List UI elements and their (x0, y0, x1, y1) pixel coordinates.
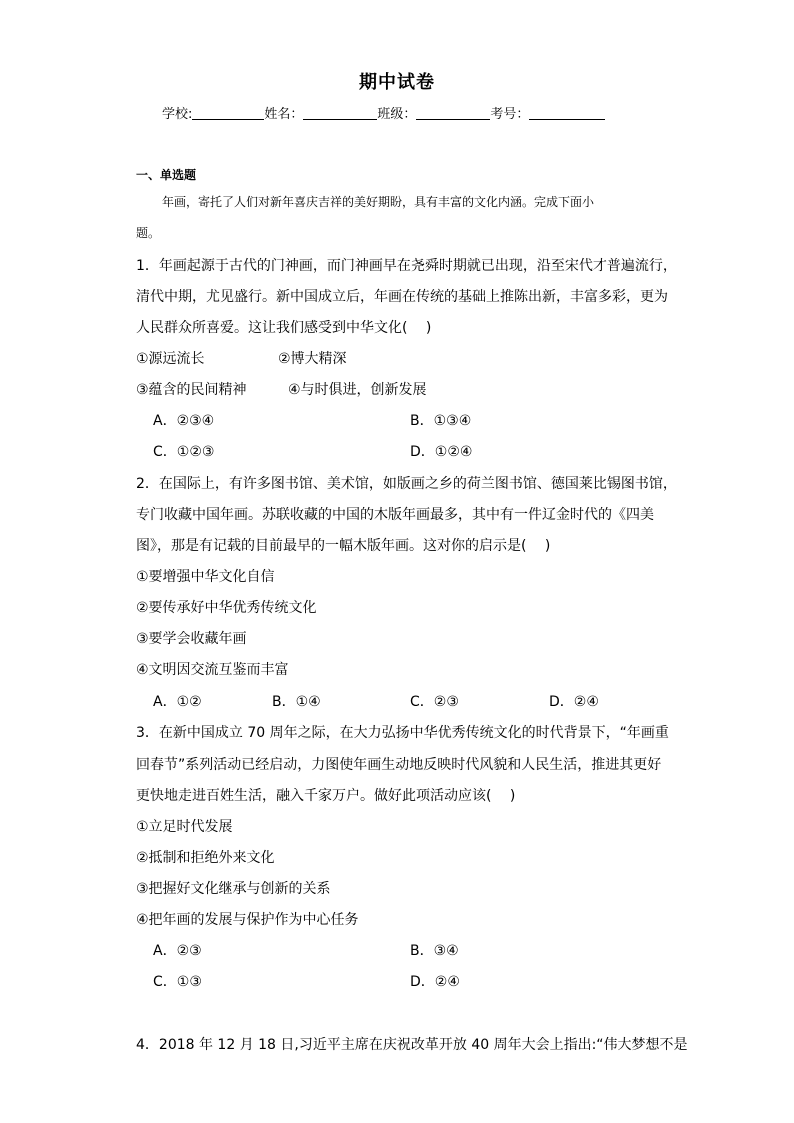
question-2-option-b[interactable]: B．①④ (272, 694, 321, 710)
question-1-stem: 清代中期，尤见盛行。新中国成立后，年画在传统的基础上推陈出新，丰富多彩，更为 (136, 289, 668, 305)
question-2-item: ③要学会收藏年画 (136, 631, 247, 647)
question-1-option-b[interactable]: B．①③④ (410, 413, 472, 429)
intro-text: 题。 (136, 226, 161, 240)
name-label: 姓名： (264, 107, 304, 122)
class-label: 班级： (377, 107, 417, 122)
question-4-stem: 4．2018 年 12 月 18 日,习近平主席在庆祝改革开放 40 周年大会上指出:“伟大梦想不是 (136, 1037, 688, 1053)
school-label: 学校: (162, 107, 193, 122)
question-1-stem: 人民群众所喜爱。这让我们感受到中华文化( ) (136, 320, 432, 336)
question-2-option-d[interactable]: D．②④ (549, 694, 599, 710)
question-2-option-c[interactable]: C．②③ (410, 694, 459, 710)
question-1-option-a[interactable]: A．②③④ (153, 413, 215, 429)
exam-no-label: 考号： (490, 107, 530, 122)
question-1-option-d[interactable]: D．①②④ (410, 444, 473, 460)
question-2-item: ②要传承好中华优秀传统文化 (136, 600, 317, 616)
question-3-item: ①立足时代发展 (136, 819, 233, 835)
question-3-stem: 更快地走进百姓生活，融入千家万户。做好此项活动应该( ) (136, 788, 516, 804)
question-3-option-b[interactable]: B．③④ (410, 943, 459, 959)
question-1-item: ④与时俱进，创新发展 (288, 382, 427, 398)
name-blank[interactable] (303, 107, 377, 120)
exam-no-blank[interactable] (529, 107, 605, 120)
section-heading: 一、单选题 (136, 168, 197, 182)
question-1-stem: 1．年画起源于古代的门神画，而门神画早在尧舜时期就已出现，沿至宋代才普遍流行， (136, 258, 677, 274)
question-1-item: ①源远流长 (136, 351, 205, 367)
question-3-item: ②抵制和拒绝外来文化 (136, 850, 275, 866)
question-2-item: ④文明因交流互鉴而丰富 (136, 662, 289, 678)
question-3-option-d[interactable]: D．②④ (410, 974, 460, 990)
page-title: 期中试卷 (359, 72, 435, 93)
question-3-option-a[interactable]: A．②③ (153, 943, 202, 959)
question-1-item: ②博大精深 (278, 351, 347, 367)
intro-text: 年画，寄托了人们对新年喜庆吉祥的美好期盼，具有丰富的文化内涵。完成下面小 (162, 195, 595, 209)
question-3-stem: 3．在新中国成立 70 周年之际，在大力弘扬中华优秀传统文化的时代背景下，“年画重 (136, 725, 669, 741)
question-3-item: ④把年画的发展与保护作为中心任务 (136, 912, 359, 928)
question-1-option-c[interactable]: C．①②③ (153, 444, 215, 460)
question-3-stem: 回春节”系列活动已经启动，力图使年画生动地反映时代风貌和人民生活，推进其更好 (136, 757, 662, 773)
question-3-option-c[interactable]: C．①③ (153, 974, 202, 990)
question-2-stem: 图》，那是有记载的目前最早的一幅木版年画。这对你的启示是( ) (136, 538, 551, 554)
school-blank[interactable] (192, 107, 264, 120)
class-blank[interactable] (416, 107, 490, 120)
question-2-stem: 2．在国际上，有许多图书馆、美术馆，如版画之乡的荷兰图书馆、德国莱比锡图书馆， (136, 476, 677, 492)
question-2-item: ①要增强中华文化自信 (136, 569, 275, 585)
question-1-item: ③蕴含的民间精神 (136, 382, 247, 398)
question-2-option-a[interactable]: A．①② (153, 694, 202, 710)
student-info-row (162, 103, 605, 122)
question-3-item: ③把握好文化继承与创新的关系 (136, 881, 331, 897)
question-2-stem: 专门收藏中国年画。苏联收藏的中国的木版年画最多，其中有一件辽金时代的《四美 (136, 507, 654, 523)
